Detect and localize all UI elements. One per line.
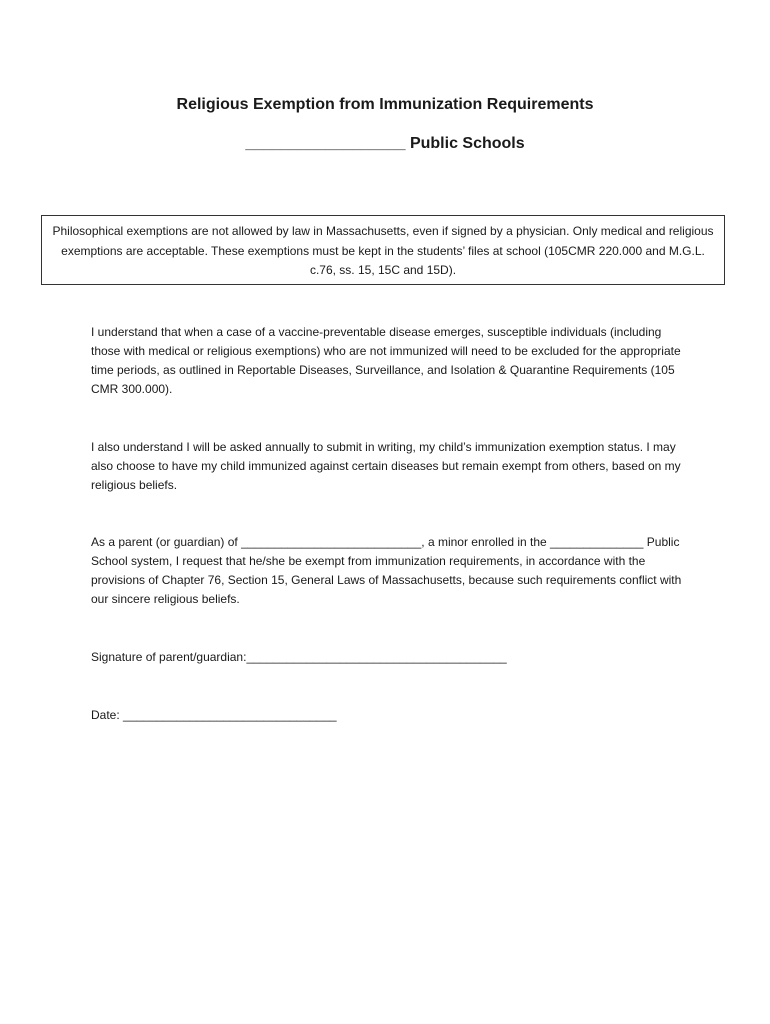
date-line: Date: ________________________________ <box>91 708 337 722</box>
exemption-request-paragraph: As a parent (or guardian) of ___________________________, a minor enrolled in the ______________ Public School system, I request that he/she be exempt from immunization requirements, in accordance with the provisions of Chapter 76, Section 15, General Laws of Massachusetts, because such requirements conflict with our sincere religious beliefs. <box>91 535 682 606</box>
signature-line: Signature of parent/guardian:_______________________________________ <box>91 650 507 664</box>
school-name-line: __________________ Public Schools <box>245 135 525 152</box>
legal-notice-box: Philosophical exemptions are not allowed by law in Massachusetts, even if signed by a physician. Only medical and religious exemptions are acceptable. These exemptions must be kept in the students’ files at school (105CMR 220.000 and M.G.L. c.76, ss. 15, 15C and 15D). <box>41 215 725 285</box>
document-title: Religious Exemption from Immunization Requirements <box>176 96 594 113</box>
annual-renewal-paragraph: I also understand I will be asked annually to submit in writing, my child’s immunization exemption status. I may also choose to have my child immunized against certain diseases but remain exempt from others, based on my religious beliefs. <box>91 440 681 492</box>
exclusion-acknowledgement-paragraph: I understand that when a case of a vaccine-preventable disease emerges, susceptible individuals (including those with medical or religious exemptions) who are not immunized will need to be excluded for the appropriate time periods, as outlined in Reportable Diseases, Surveillance, and Isolation & Quarantine Requirements (105 CMR 300.000). <box>91 325 681 396</box>
